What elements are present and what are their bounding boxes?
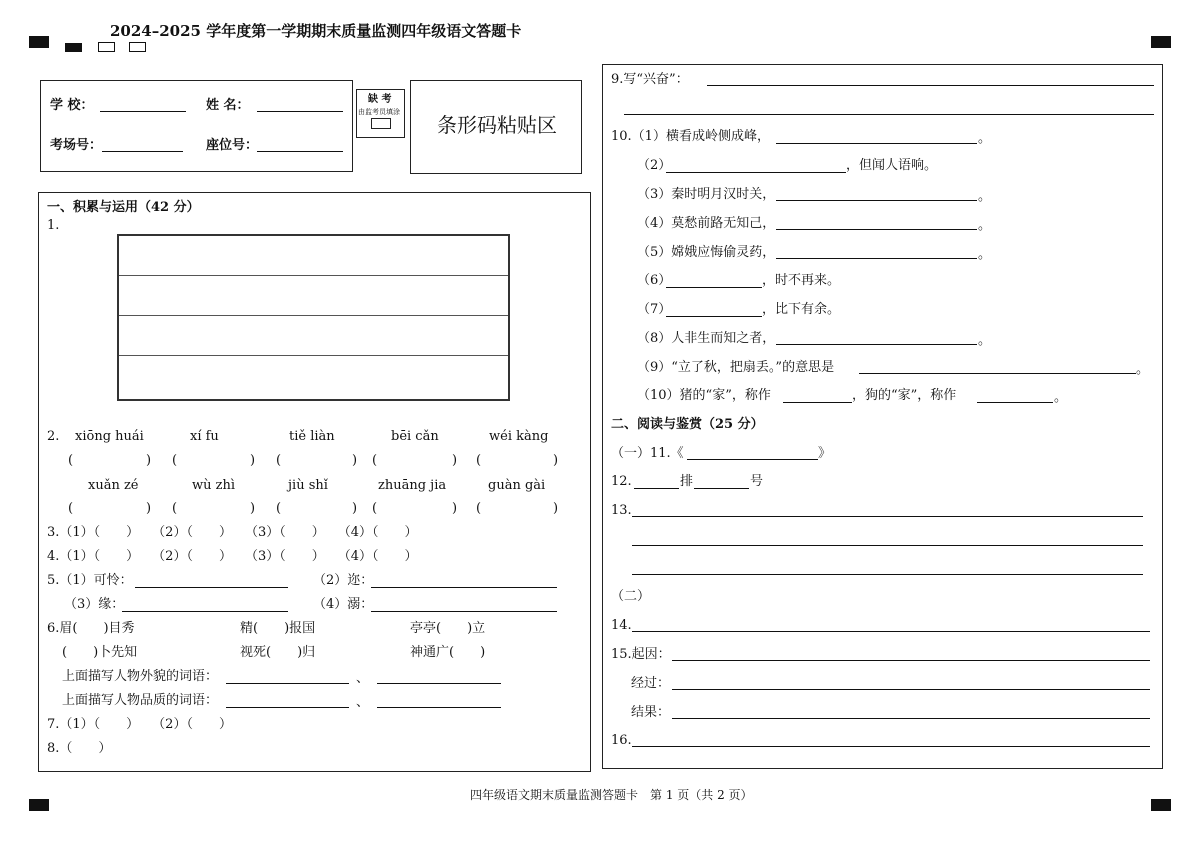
period: 。 [1054,390,1068,405]
q10-10-line-1[interactable] [783,402,852,403]
q13-line-3[interactable] [632,574,1143,575]
q10-1-line[interactable] [776,143,977,144]
school-field[interactable] [100,111,186,112]
q5-4-line[interactable] [371,611,557,612]
paren-close: ) [146,453,152,468]
pinyin: wéi kàng [489,429,549,444]
q14-label: 14. [611,618,632,633]
writing-grid[interactable] [117,234,510,401]
q5-1-line[interactable] [135,587,288,588]
q15-cause-label: 15.起因： [611,647,671,662]
q1-label: 1. [47,218,60,233]
q11-line[interactable] [687,459,818,460]
period: 。 [978,247,992,262]
paren-open: ( [68,501,74,516]
q10-10-line-2[interactable] [977,402,1053,403]
name-field[interactable] [257,111,343,112]
q15-cause-line[interactable] [672,660,1150,661]
q12-c: 号 [750,474,764,489]
q10-7-line[interactable] [666,316,762,317]
q16-label: 16. [611,733,632,748]
paren-open: ( [476,501,482,516]
paren-open: ( [68,453,74,468]
paren-close: ) [352,501,358,516]
q5-4-label: （4）溺： [313,597,374,612]
q6-appearance-line-2[interactable] [377,683,501,684]
q13-line-2[interactable] [632,545,1143,546]
barcode-label: 条形码粘贴区 [437,113,557,137]
q10-10b: ，狗的“家”，称作 [852,388,957,403]
seat-label: 座位号： [206,138,259,153]
period: 。 [978,333,992,348]
pinyin: xí fu [190,429,219,444]
q11-b: 》 [818,446,832,461]
q2-label: 2. [47,429,60,444]
q10-4: （4）莫愁前路无知己， [637,216,776,231]
registration-mark-top-left [29,36,49,48]
registration-mark-bottom-right [1151,799,1171,811]
q15-process-label: 经过： [631,676,671,691]
pinyin: jiù shǐ [288,478,328,493]
paren-close: ) [352,453,358,468]
q13-label: 13. [611,503,632,518]
q10-3: （3）秦时明月汉时关， [637,187,776,202]
q9-line-1[interactable] [707,85,1154,86]
q5-3-line[interactable] [122,611,288,612]
exam-room-field[interactable] [102,151,183,152]
absent-title: 缺 考 [368,94,392,105]
q5-1-label: 5.（1）可怜： [47,573,133,588]
seat-field[interactable] [257,151,343,152]
section-1-heading: 一、积累与运用（42 分） [47,200,200,215]
q6-separator: 、 [356,671,370,686]
q13-line-1[interactable] [632,516,1143,517]
q6-separator: 、 [356,695,370,710]
registration-box-1 [98,42,115,52]
q10-10a: （10）猪的“家”，称作 [637,388,771,403]
q10-4-line[interactable] [776,229,977,230]
q10-9-line[interactable] [859,373,1136,374]
q10-7a: （7） [637,302,672,317]
q10-2b: ，但闻人语响。 [846,158,938,173]
q10-6b: ，时不再来。 [762,273,841,288]
pinyin: guàn gài [488,478,546,493]
q5-2-line[interactable] [371,587,557,588]
q10-7b: ，比下有余。 [762,302,841,317]
q6-quality-line-2[interactable] [377,707,501,708]
part-2-label: （二） [611,589,651,604]
exam-room-label: 考场号： [50,138,103,153]
grid-row[interactable] [119,276,508,316]
q6-idiom: 6.眉( )目秀 [47,621,135,636]
q14-line[interactable] [632,631,1150,632]
q10-9: （9）“立了秋，把扇丢。”的意思是 [637,360,835,375]
q5-3-label: （3）缘： [64,597,125,612]
q10-8: （8）人非生而知之者， [637,331,776,346]
q6-idiom: 精( )报国 [240,621,316,636]
q6-idiom: 亭亭( )立 [410,621,486,636]
absent-checkbox[interactable] [371,118,391,129]
q7-row: 7.（1）（ ） （2）（ ） [47,717,232,732]
paren-close: ) [250,453,256,468]
paren-close: ) [452,453,458,468]
paren-close: ) [553,501,559,516]
q9-label: 9.写“兴奋”： [611,72,689,87]
q12-line-2[interactable] [694,488,749,489]
q10-2-line[interactable] [666,172,846,173]
paren-open: ( [372,501,378,516]
pinyin: xuǎn zé [88,478,139,493]
paren-close: ) [250,501,256,516]
pinyin: zhuāng jia [378,478,447,493]
q9-line-2[interactable] [624,114,1154,115]
q12-b: 排 [680,474,694,489]
q10-8-line[interactable] [776,344,977,345]
q6-quality-label: 上面描写人物品质的词语： [62,693,219,708]
q15-result-label: 结果： [631,705,671,720]
q10-2a: （2） [637,158,672,173]
period: 。 [978,131,992,146]
q6-appearance-label: 上面描写人物外貌的词语： [62,669,219,684]
q12-a: 12. [611,474,632,489]
grid-row[interactable] [119,316,508,356]
paren-open: ( [276,501,282,516]
paren-open: ( [172,453,178,468]
grid-row[interactable] [119,236,508,276]
page-footer: 四年级语文期末质量监测答题卡 第 1 页（共 2 页） [470,788,753,802]
paren-open: ( [372,453,378,468]
period: 。 [978,218,992,233]
pinyin: xiōng huái [75,429,144,444]
paren-open: ( [476,453,482,468]
page-title: 2024–2025 学年度第一学期期末质量监测四年级语文答题卡 [110,22,522,40]
absent-note: 由监考员填涂 [358,108,400,116]
student-info-box [40,80,353,172]
q3-row: 3.（1）（ ） （2）（ ） （3）（ ） （4）（ ） [47,525,418,540]
section-2-heading: 二、阅读与鉴赏（25 分） [611,417,764,432]
paren-close: ) [452,501,458,516]
grid-row[interactable] [119,356,508,396]
q16-line[interactable] [632,746,1150,747]
q6-idiom: ( )卜先知 [62,645,138,660]
q6-idiom: 神通广( ) [410,645,486,660]
registration-mark-bottom-left [29,799,49,811]
q11-a: （一）11.《 [611,446,684,461]
registration-mark-small [65,43,82,52]
q6-quality-line-1[interactable] [226,707,349,708]
q10-1: 10.（1）横看成岭侧成峰， [611,129,770,144]
registration-box-2 [129,42,146,52]
q10-5: （5）嫦娥应悔偷灵药， [637,245,776,260]
paren-open: ( [276,453,282,468]
period: 。 [978,189,992,204]
q6-appearance-line-1[interactable] [226,683,349,684]
pinyin: bēi cǎn [391,429,439,444]
pinyin: tiě liàn [289,429,335,444]
q4-row: 4.（1）（ ） （2）（ ） （3）（ ） （4）（ ） [47,549,418,564]
q5-2-label: （2）迩： [313,573,374,588]
registration-mark-top-right [1151,36,1171,48]
q10-6a: （6） [637,273,672,288]
q15-process-line[interactable] [672,689,1150,690]
name-label: 姓 名： [206,98,250,113]
q6-idiom: 视死( )归 [240,645,316,660]
pinyin: wù zhì [192,478,236,493]
q8-row: 8.（ ） [47,741,112,756]
q10-6-line[interactable] [666,287,762,288]
paren-close: ) [553,453,559,468]
q10-3-line[interactable] [776,200,977,201]
school-label: 学 校： [50,98,94,113]
period: 。 [1136,362,1150,377]
q12-line-1[interactable] [634,488,679,489]
q10-5-line[interactable] [776,258,977,259]
paren-open: ( [172,501,178,516]
q15-result-line[interactable] [672,718,1150,719]
paren-close: ) [146,501,152,516]
